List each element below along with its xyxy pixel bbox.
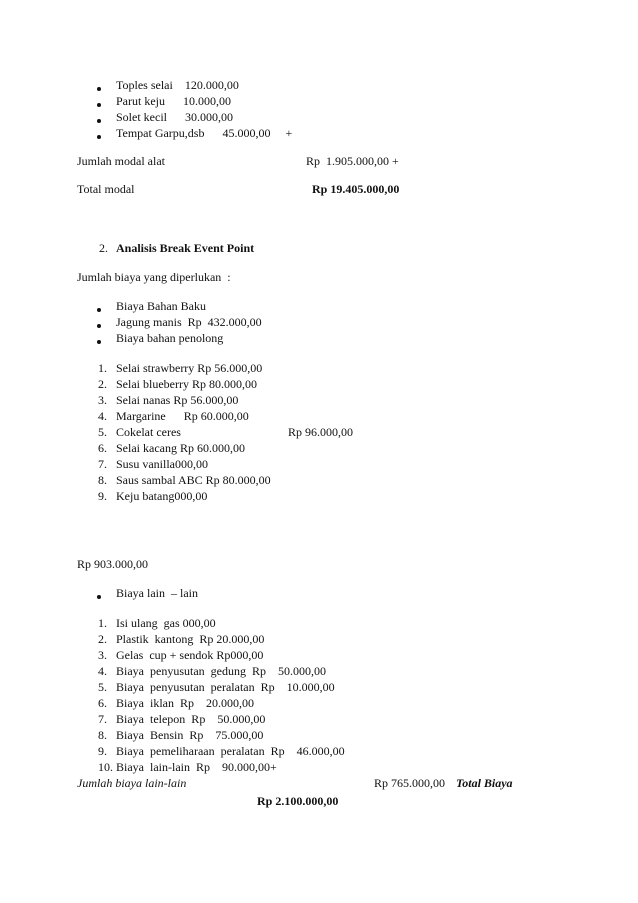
- bullet-icon: [97, 135, 101, 139]
- list-item: Biaya pemeliharaan peralatan Rp 46.000,00: [116, 744, 345, 758]
- total-modal-value: Rp 19.405.000,00: [312, 182, 400, 196]
- list-item: Biaya telepon Rp 50.000,00: [116, 712, 266, 726]
- list-number: 7.: [98, 712, 107, 726]
- list-item: Saus sambal ABC Rp 80.000,00: [116, 473, 271, 487]
- jumlah-biaya-intro: Jumlah biaya yang diperlukan :: [77, 270, 231, 284]
- list-number: 3.: [98, 648, 107, 662]
- list-number: 1.: [98, 616, 107, 630]
- list-number: 5.: [98, 425, 107, 439]
- list-item: Biaya penyusutan peralatan Rp 10.000,00: [116, 680, 335, 694]
- list-item: Selai strawberry Rp 56.000,00: [116, 361, 263, 375]
- biaya-bullet: Biaya bahan penolong: [116, 331, 224, 345]
- list-number: 10.: [98, 760, 113, 774]
- list-number: 4.: [98, 664, 107, 678]
- list-number: 1.: [98, 361, 107, 375]
- bullet-icon: [97, 119, 101, 123]
- list-item: Keju batang000,00: [116, 489, 208, 503]
- list-item: Cokelat ceres: [116, 425, 181, 439]
- jumlah-modal-alat-label: Jumlah modal alat: [77, 154, 165, 168]
- list-number: 8.: [98, 473, 107, 487]
- list-item: Plastik kantong Rp 20.000,00: [116, 632, 265, 646]
- bullet-icon: [97, 308, 101, 312]
- list-item: Selai blueberry Rp 80.000,00: [116, 377, 257, 391]
- list-number: 2.: [98, 632, 107, 646]
- biaya-bullet: Biaya Bahan Baku: [116, 299, 206, 313]
- alat-item: Solet kecil 30.000,00: [116, 110, 233, 124]
- total-biaya-label: Total Biaya: [456, 776, 513, 790]
- list-item: Biaya lain-lain Rp 90.000,00+: [116, 760, 277, 774]
- alat-item: Tempat Garpu,dsb 45.000,00 +: [116, 126, 293, 140]
- list-number: 7.: [98, 457, 107, 471]
- list-item: Biaya penyusutan gedung Rp 50.000,00: [116, 664, 326, 678]
- bullet-icon: [97, 103, 101, 107]
- list-item: Biaya Bensin Rp 75.000,00: [116, 728, 264, 742]
- total-biaya-value: Rp 2.100.000,00: [257, 794, 339, 808]
- list-number: 9.: [98, 489, 107, 503]
- list-item: Susu vanilla000,00: [116, 457, 208, 471]
- bullet-icon: [97, 324, 101, 328]
- list-item: Biaya iklan Rp 20.000,00: [116, 696, 254, 710]
- bullet-icon: [97, 87, 101, 91]
- list-number: 3.: [98, 393, 107, 407]
- section-title: Analisis Break Event Point: [116, 241, 255, 255]
- alat-item: Toples selai 120.000,00: [116, 78, 239, 92]
- list-item: Selai kacang Rp 60.000,00: [116, 441, 245, 455]
- jumlah-biaya-lain-label: Jumlah biaya lain-lain: [77, 776, 187, 790]
- list-number: 2.: [98, 377, 107, 391]
- cokelat-value: Rp 96.000,00: [288, 425, 354, 439]
- section-number: 2.: [99, 241, 108, 255]
- bullet-icon: [97, 595, 101, 599]
- list-item: Margarine Rp 60.000,00: [116, 409, 249, 423]
- list-item: Isi ulang gas 000,00: [116, 616, 216, 630]
- list-number: 4.: [98, 409, 107, 423]
- lain-bullet: Biaya lain – lain: [116, 586, 198, 600]
- list-item: Selai nanas Rp 56.000,00: [116, 393, 239, 407]
- alat-item: Parut keju 10.000,00: [116, 94, 231, 108]
- list-number: 5.: [98, 680, 107, 694]
- biaya-bullet: Jagung manis Rp 432.000,00: [116, 315, 262, 329]
- jumlah-modal-alat-value: Rp 1.905.000,00 +: [306, 154, 399, 168]
- list-number: 8.: [98, 728, 107, 742]
- list-number: 9.: [98, 744, 107, 758]
- subtotal-penolong: Rp 903.000,00: [77, 557, 149, 571]
- total-modal-label: Total modal: [77, 182, 135, 196]
- list-number: 6.: [98, 441, 107, 455]
- list-item: Gelas cup + sendok Rp000,00: [116, 648, 264, 662]
- bullet-icon: [97, 340, 101, 344]
- list-number: 6.: [98, 696, 107, 710]
- jumlah-biaya-lain-value: Rp 765.000,00: [374, 776, 446, 790]
